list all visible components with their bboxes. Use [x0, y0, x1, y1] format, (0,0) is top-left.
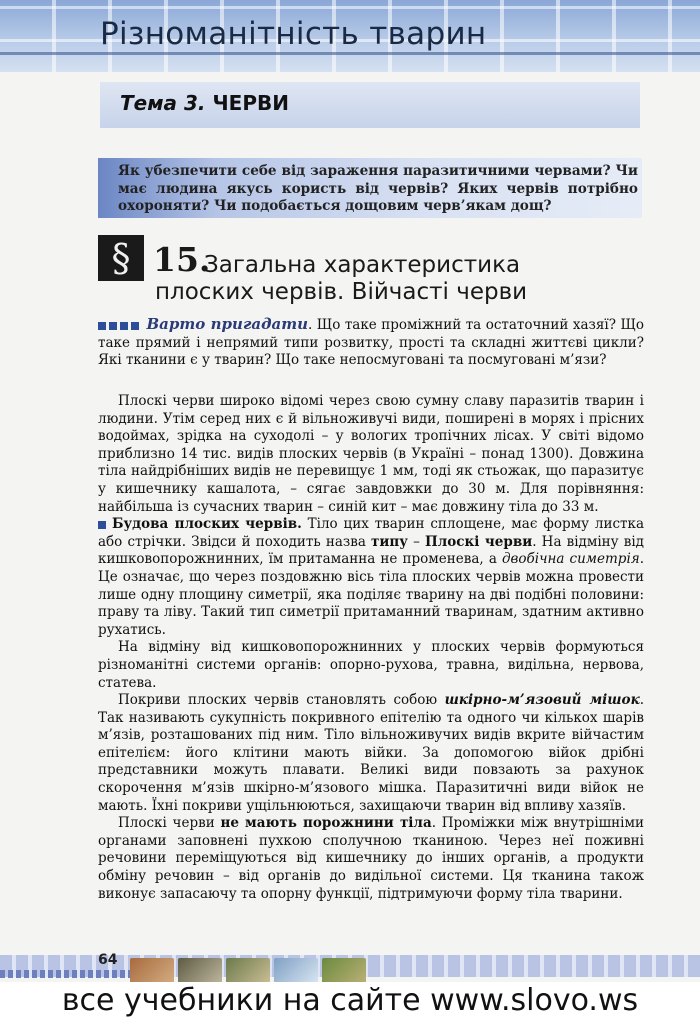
section-title-line2: плоских червів. Війчасті черви — [155, 279, 528, 305]
p4-text-b: . Так називають сукупність покривного епітелію та одного чи кількох шарів м’язів, розташованих під ним. Тіло вільноживучих видів вкрите війчастим епітелієм: його клітини мають війки. За допомогою війок дрібні представники можуть плавати. Великі види повзають за рахунок скорочення м’язів шкірно-м’язового мішка. Паразитичні види війок не мають. Їхні покриви ущільнюються, захищаючи тварин від впливу хазяїв. — [98, 692, 644, 814]
p2-text-c: . На відміну від кишковопорожнинних, їм притаманна не променева, а — [98, 533, 644, 568]
footer-dots — [0, 970, 150, 978]
marker-icon — [120, 322, 128, 330]
p5-bold: не мають порожнини тіла — [220, 815, 432, 832]
header-divider — [0, 52, 700, 55]
theme-prefix: Тема 3. — [120, 91, 206, 115]
question-box — [98, 158, 642, 218]
theme-heading — [120, 91, 289, 115]
paragraph-5 — [98, 815, 644, 903]
paragraph-3: На відміну від кишковопорожнинних у плоских червів формуються різноманітні системи органів: опорно-рухова, травна, видільна, нервова, статева. — [98, 639, 644, 691]
p2-text-a: Тіло цих тварин сплощене, має форму листка або стрічки. Звідси й походить назва — [98, 516, 645, 550]
p2-bold-name: Плоскі черви — [425, 533, 533, 550]
intro-questions: Як убезпечити себе від зараження паразитичними червами? Чи має людина якусь користь від червів? Яких червів потрібно охороняти? Чи подобається дощовим черв’якам дощ? — [118, 163, 638, 214]
header-banner — [0, 0, 700, 72]
section-number: 15. — [153, 240, 211, 279]
paragraph-2 — [98, 516, 644, 639]
marker-icon — [131, 322, 139, 330]
p5-text-b: . Проміжки між внутрішніми органами заповнені пухкою сполучною тканиною. Через неї поживні речовини переміщуються від кишечнику до інших органів, а продукти обміну речовин – від органів до видільної системи. Ця тканина також виконує запасаючу та опорну функції, підтримуючи форму тіла тварини. — [98, 815, 644, 902]
theme-box — [100, 82, 640, 128]
section-title-line1: Загальна характеристика — [204, 252, 521, 278]
recall-block — [98, 316, 644, 370]
recall-label: Варто пригадати — [146, 315, 309, 333]
marker-icon — [109, 322, 117, 330]
recall-paragraph — [98, 316, 644, 370]
marker-icon — [98, 322, 106, 330]
bullet-square-icon — [98, 521, 106, 529]
recall-text: . Що таке проміжний та остаточний хазяї? Що таке прямий і непрямий типи розвитку, прості та складні життєві цикли? Які тканини є у тварин? Що таке непосмуговані та посмуговані м’язи? — [98, 317, 644, 369]
section-icon: § — [98, 235, 144, 281]
p2-text-d: . Це означає, що через поздовжню вісь тіла плоских червів можна провести лише одну площину симетрії, яка поділяє тварину на дві подібні половини: праву та ліву. Такий тип симетрії притаманний тваринам, здатним активно рухатись. — [98, 551, 644, 638]
p4-term: шкірно-м’язовий мішок — [444, 692, 640, 709]
p2-italic: двобічна симетрія — [502, 551, 640, 568]
page-number: 64 — [98, 952, 118, 968]
p2-bold-type: типу — [371, 533, 408, 550]
theme-name: ЧЕРВИ — [212, 91, 289, 115]
p5-text-a: Плоскі черви — [118, 815, 221, 832]
p2-heading: Будова плоских червів. — [112, 516, 302, 533]
p4-text-a: Покриви плоских червів становлять собою — [118, 692, 445, 709]
site-caption: все учебники на сайте www.slovo.ws — [0, 982, 700, 1020]
paragraph-4 — [98, 692, 644, 815]
p2-text-b: – — [407, 533, 425, 550]
body-text — [98, 393, 644, 903]
paragraph-1: Плоскі черви широко відомі через свою сумну славу паразитів тварин і людини. Утім серед них є й вільноживучі види, поширені в морях і прісних водоймах, зрідка на суходолі – у вологих тропічних лісах. У світі відомо приблизно 14 тис. видів плоских червів (в Україні – понад 1300). Довжина тіла найдрібніших видів не перевищує 1 мм, тоді як стьожак, що паразитує у кишечнику кашалота, – сягає завдовжки до 30 м. Для порівняння: найбільша із сучасних тварин – синій кит – має довжину тіла до 33 м. — [98, 393, 644, 515]
page-title: Різноманітність тварин — [100, 16, 487, 52]
